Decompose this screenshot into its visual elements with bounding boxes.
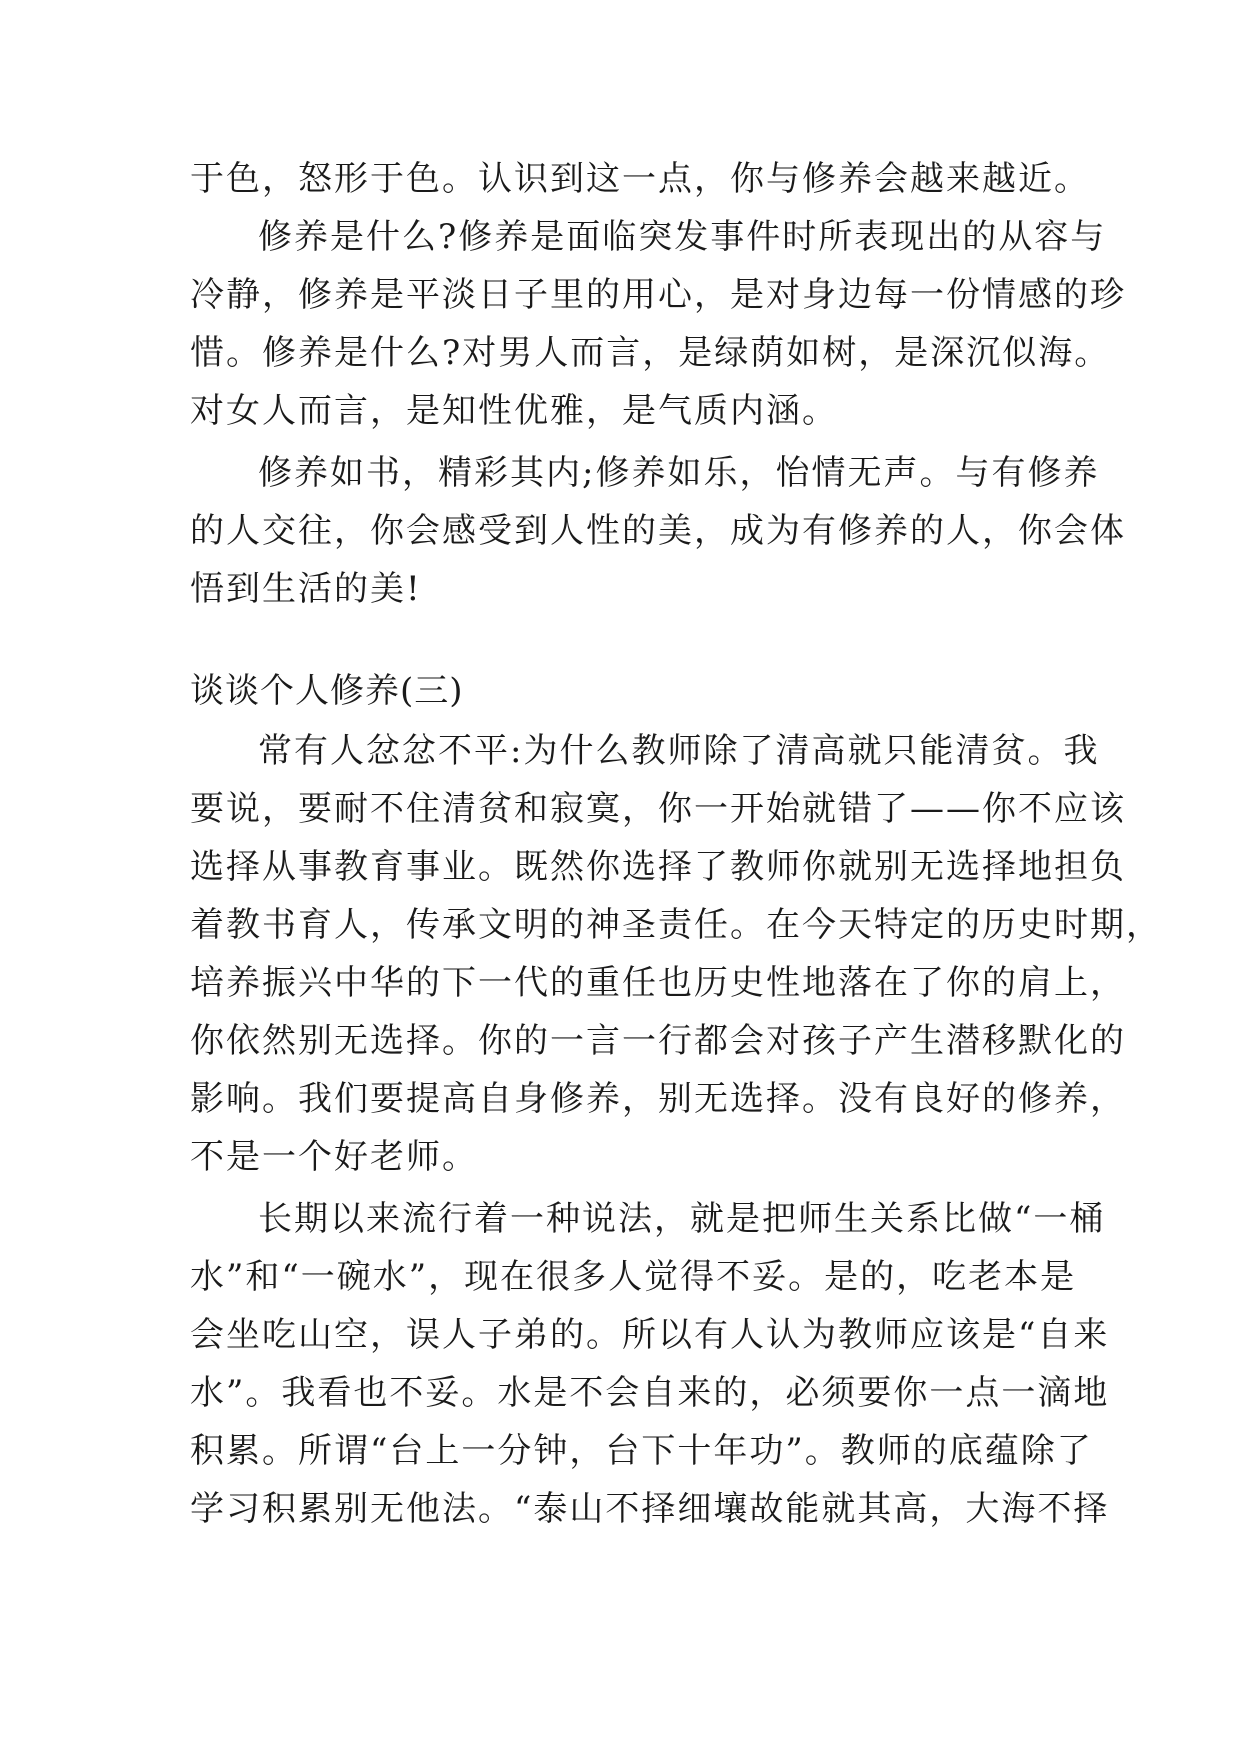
paragraph-line: 修养是什么?修养是面临突发事件时所表现出的从容与 [258,217,1107,257]
paragraph-line: 你依然别无选择。你的一言一行都会对孩子产生潜移默化的 [190,1021,1126,1061]
paragraph-line: 要说，要耐不住清贫和寂寞，你一开始就错了——你不应该 [190,789,1126,829]
paragraph-line: 选择从事教育事业。既然你选择了教师你就别无选择地担负 [190,847,1126,887]
paragraph-line: 学习积累别无他法。“泰山不择细壤故能就其高，大海不择 [190,1489,1110,1529]
paragraph-line: 常有人忿忿不平:为什么教师除了清高就只能清贫。我 [258,731,1100,771]
paragraph-line: 长期以来流行着一种说法，就是把师生关系比做“一桶 [258,1199,1106,1239]
paragraph-line: 积累。所谓“台上一分钟，台下十年功”。教师的底蕴除了 [190,1431,1093,1471]
paragraph-line: 不是一个好老师。 [190,1137,478,1177]
paragraph-line: 修养如书，精彩其内;修养如乐，怡情无声。与有修养 [258,453,1100,493]
paragraph-line: 冷静，修养是平淡日子里的用心，是对身边每一份情感的珍 [190,275,1126,315]
paragraph-line: 着教书育人，传承文明的神圣责任。在今天特定的历史时期， [190,905,1162,945]
paragraph-line: 于色，怒形于色。认识到这一点，你与修养会越来越近。 [190,159,1090,199]
paragraph-line: 对女人而言，是知性优雅，是气质内涵。 [190,391,838,431]
paragraph-line: 培养振兴中华的下一代的重任也历史性地落在了你的肩上， [190,963,1126,1003]
paragraph-line: 水”和“一碗水”，现在很多人觉得不妥。是的，吃老本是 [190,1257,1077,1297]
section-heading: 谈谈个人修养(三) [190,671,464,711]
paragraph-line: 悟到生活的美! [190,569,422,609]
paragraph-line: 的人交往，你会感受到人性的美，成为有修养的人，你会体 [190,511,1126,551]
paragraph-line: 水”。我看也不妥。水是不会自来的，必须要你一点一滴地 [190,1373,1110,1413]
paragraph-line: 影响。我们要提高自身修养，别无选择。没有良好的修养， [190,1079,1126,1119]
paragraph-line: 会坐吃山空，误人子弟的。所以有人认为教师应该是“自来 [190,1315,1110,1355]
paragraph-line: 惜。修养是什么?对男人而言，是绿荫如树，是深沉似海。 [190,333,1111,373]
